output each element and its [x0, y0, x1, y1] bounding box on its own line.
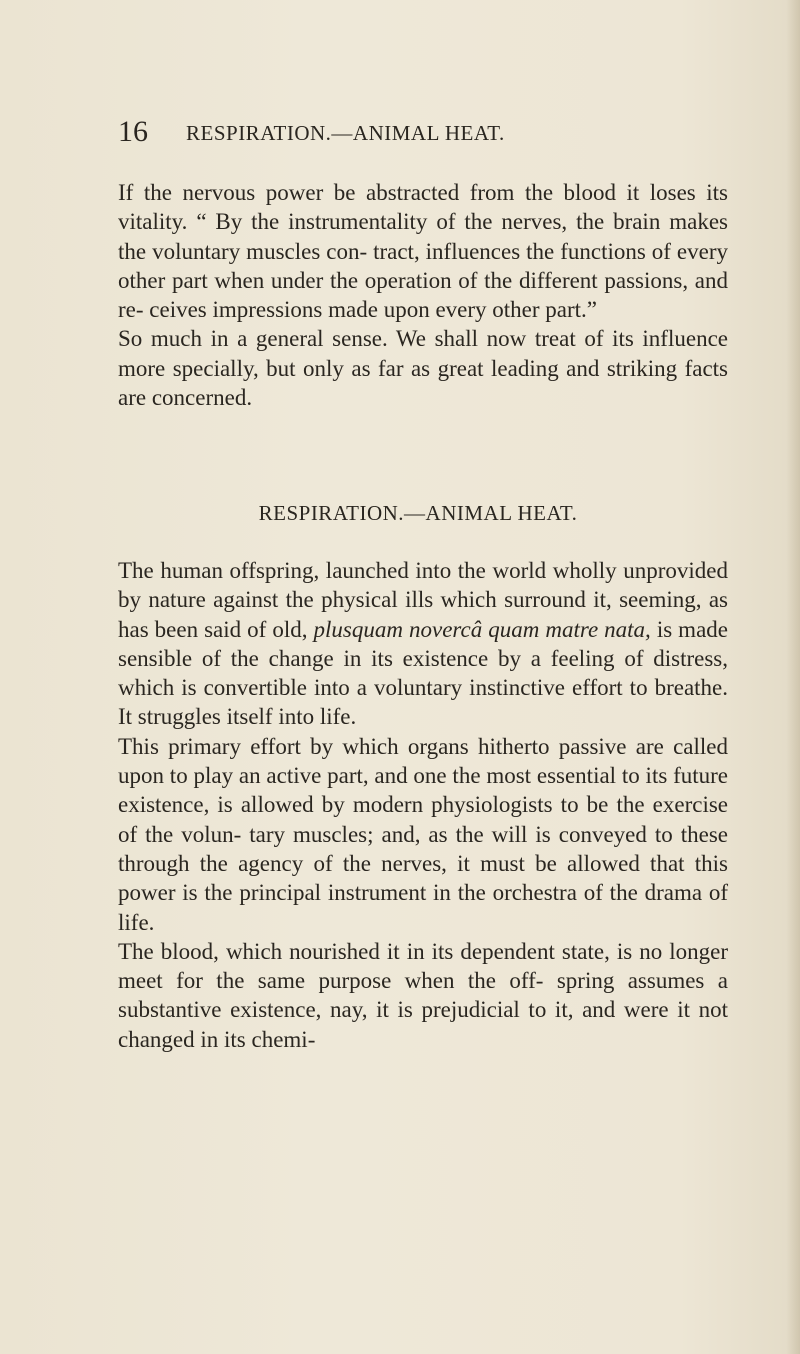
intro-paragraph-2: So much in a general sense. We shall now treat of its influence more specially, but only as far as great leading and striking facts are concerned. [118, 326, 728, 411]
section-paragraph-1-part-b: is made sensible of the change in its existence by a feeling of distress, which is convertible into a voluntary instinctive effort to breathe. It struggles itself into life. [118, 616, 728, 730]
running-head-title: RESPIRATION.—ANIMAL HEAT. [186, 121, 505, 145]
intro-paragraph-1: If the nervous power be abstracted from the blood it loses its vitality. “ By the instrumentality of the nerves, the brain makes the voluntary muscles con- tract, influences the functions of every other part when under the operation of the different passions, and re- ceives impressions made upon every other part.” [118, 180, 728, 323]
section-heading: RESPIRATION.—ANIMAL HEAT. [258, 501, 578, 525]
page-edge-shadow [786, 0, 800, 1354]
section-paragraph-1-part-a: The human offspring, launched into the world wholly unprovided by nature against the physical ills which surround it, seeming, as has been said of old, [118, 558, 728, 642]
latin-phrase: plusquam novercâ quam matre nata, [313, 616, 651, 642]
section-paragraph-1 [118, 556, 728, 732]
section-paragraph-2: This primary effort by which organs hitherto passive are called upon to play an active part, and one the most essential to its future existence, is allowed by modern physiologists to be the exercise of the volun- tary muscles; and, as the will is conveyed to these through the agency of the nerves, it must be allowed that this power is the principal instrument in the orchestra of the drama of life. [118, 733, 728, 935]
intro-text-block [118, 178, 728, 412]
section-text-block [118, 556, 728, 1054]
section-paragraph-3: The blood, which nourished it in its dependent state, is no longer meet for the same purpose when the off- spring assumes a substantive existence, nay, it is prejudicial to it, and were it not changed in its chemi- [118, 938, 728, 1052]
page-number: 16 [118, 115, 148, 148]
running-head [118, 112, 718, 152]
